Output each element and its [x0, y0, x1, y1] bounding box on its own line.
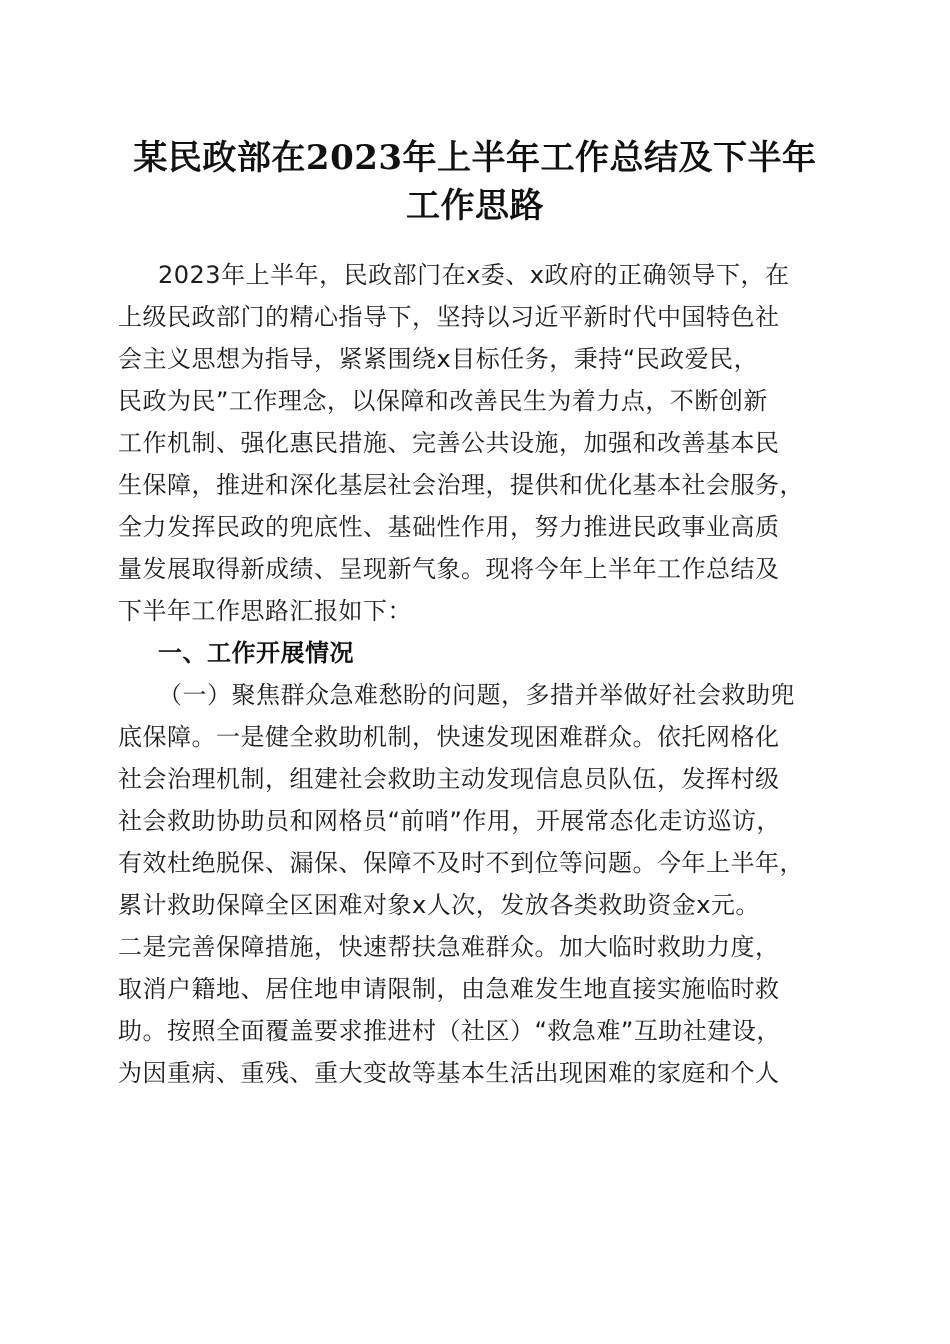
section-paragraph-line: 二是完善保障措施，快速帮扶急难群众。加大临时救助力度， [118, 933, 780, 961]
section-paragraph-line: 为因重病、重残、重大变故等基本生活出现困难的家庭和个人 [118, 1059, 780, 1087]
intro-paragraph-line: 生保障，推进和深化基层社会治理，提供和优化基本社会服务， [118, 471, 804, 499]
section-paragraph-line: （一）聚焦群众急难愁盼的问题，多措并举做好社会救助兜 [158, 681, 795, 709]
section-paragraph-line: 社会救助协助员和网格员“前哨”作用，开展常态化走访巡访， [118, 807, 781, 835]
section-paragraph-line: 累计救助保障全区困难对象x人次，发放各类救助资金x元。 [118, 891, 760, 919]
intro-paragraph-line: 工作机制、强化惠民措施、完善公共设施，加强和改善基本民 [118, 429, 780, 457]
document-body [118, 254, 838, 1094]
title-line-2: 工作思路 [406, 186, 544, 226]
document-title [60, 134, 890, 230]
intro-paragraph-line: 下半年工作思路汇报如下： [118, 597, 412, 625]
section-paragraph-line: 有效杜绝脱保、漏保、保障不及时不到位等问题。今年上半年， [118, 849, 804, 877]
section-paragraph-line: 社会治理机制，组建社会救助主动发现信息员队伍，发挥村级 [118, 765, 780, 793]
intro-paragraph-line: 民政为民”工作理念，以保障和改善民生为着力点，不断创新 [118, 387, 768, 415]
intro-paragraph-line: 全力发挥民政的兜底性、基础性作用，努力推进民政事业高质 [118, 513, 780, 541]
section-heading: 一、工作开展情况 [158, 639, 354, 667]
intro-paragraph-line: 会主义思想为指导，紧紧围绕x目标任务，秉持“民政爱民， [118, 345, 759, 373]
section-paragraph-line: 底保障。一是健全救助机制，快速发现困难群众。依托网格化 [118, 723, 780, 751]
section-paragraph-line: 取消户籍地、居住地申请限制，由急难发生地直接实施临时救 [118, 975, 780, 1003]
intro-paragraph-line: 2023年上半年，民政部门在x委、x政府的正确领导下，在 [158, 261, 790, 289]
title-line-1: 某民政部在2023年上半年工作总结及下半年 [133, 138, 817, 178]
intro-paragraph-line: 上级民政部门的精心指导下，坚持以习近平新时代中国特色社 [118, 303, 780, 331]
section-paragraph-line: 助。按照全面覆盖要求推进村（社区）“救急难”互助社建设， [118, 1017, 781, 1045]
intro-paragraph-line: 量发展取得新成绩、呈现新气象。现将今年上半年工作总结及 [118, 555, 780, 583]
